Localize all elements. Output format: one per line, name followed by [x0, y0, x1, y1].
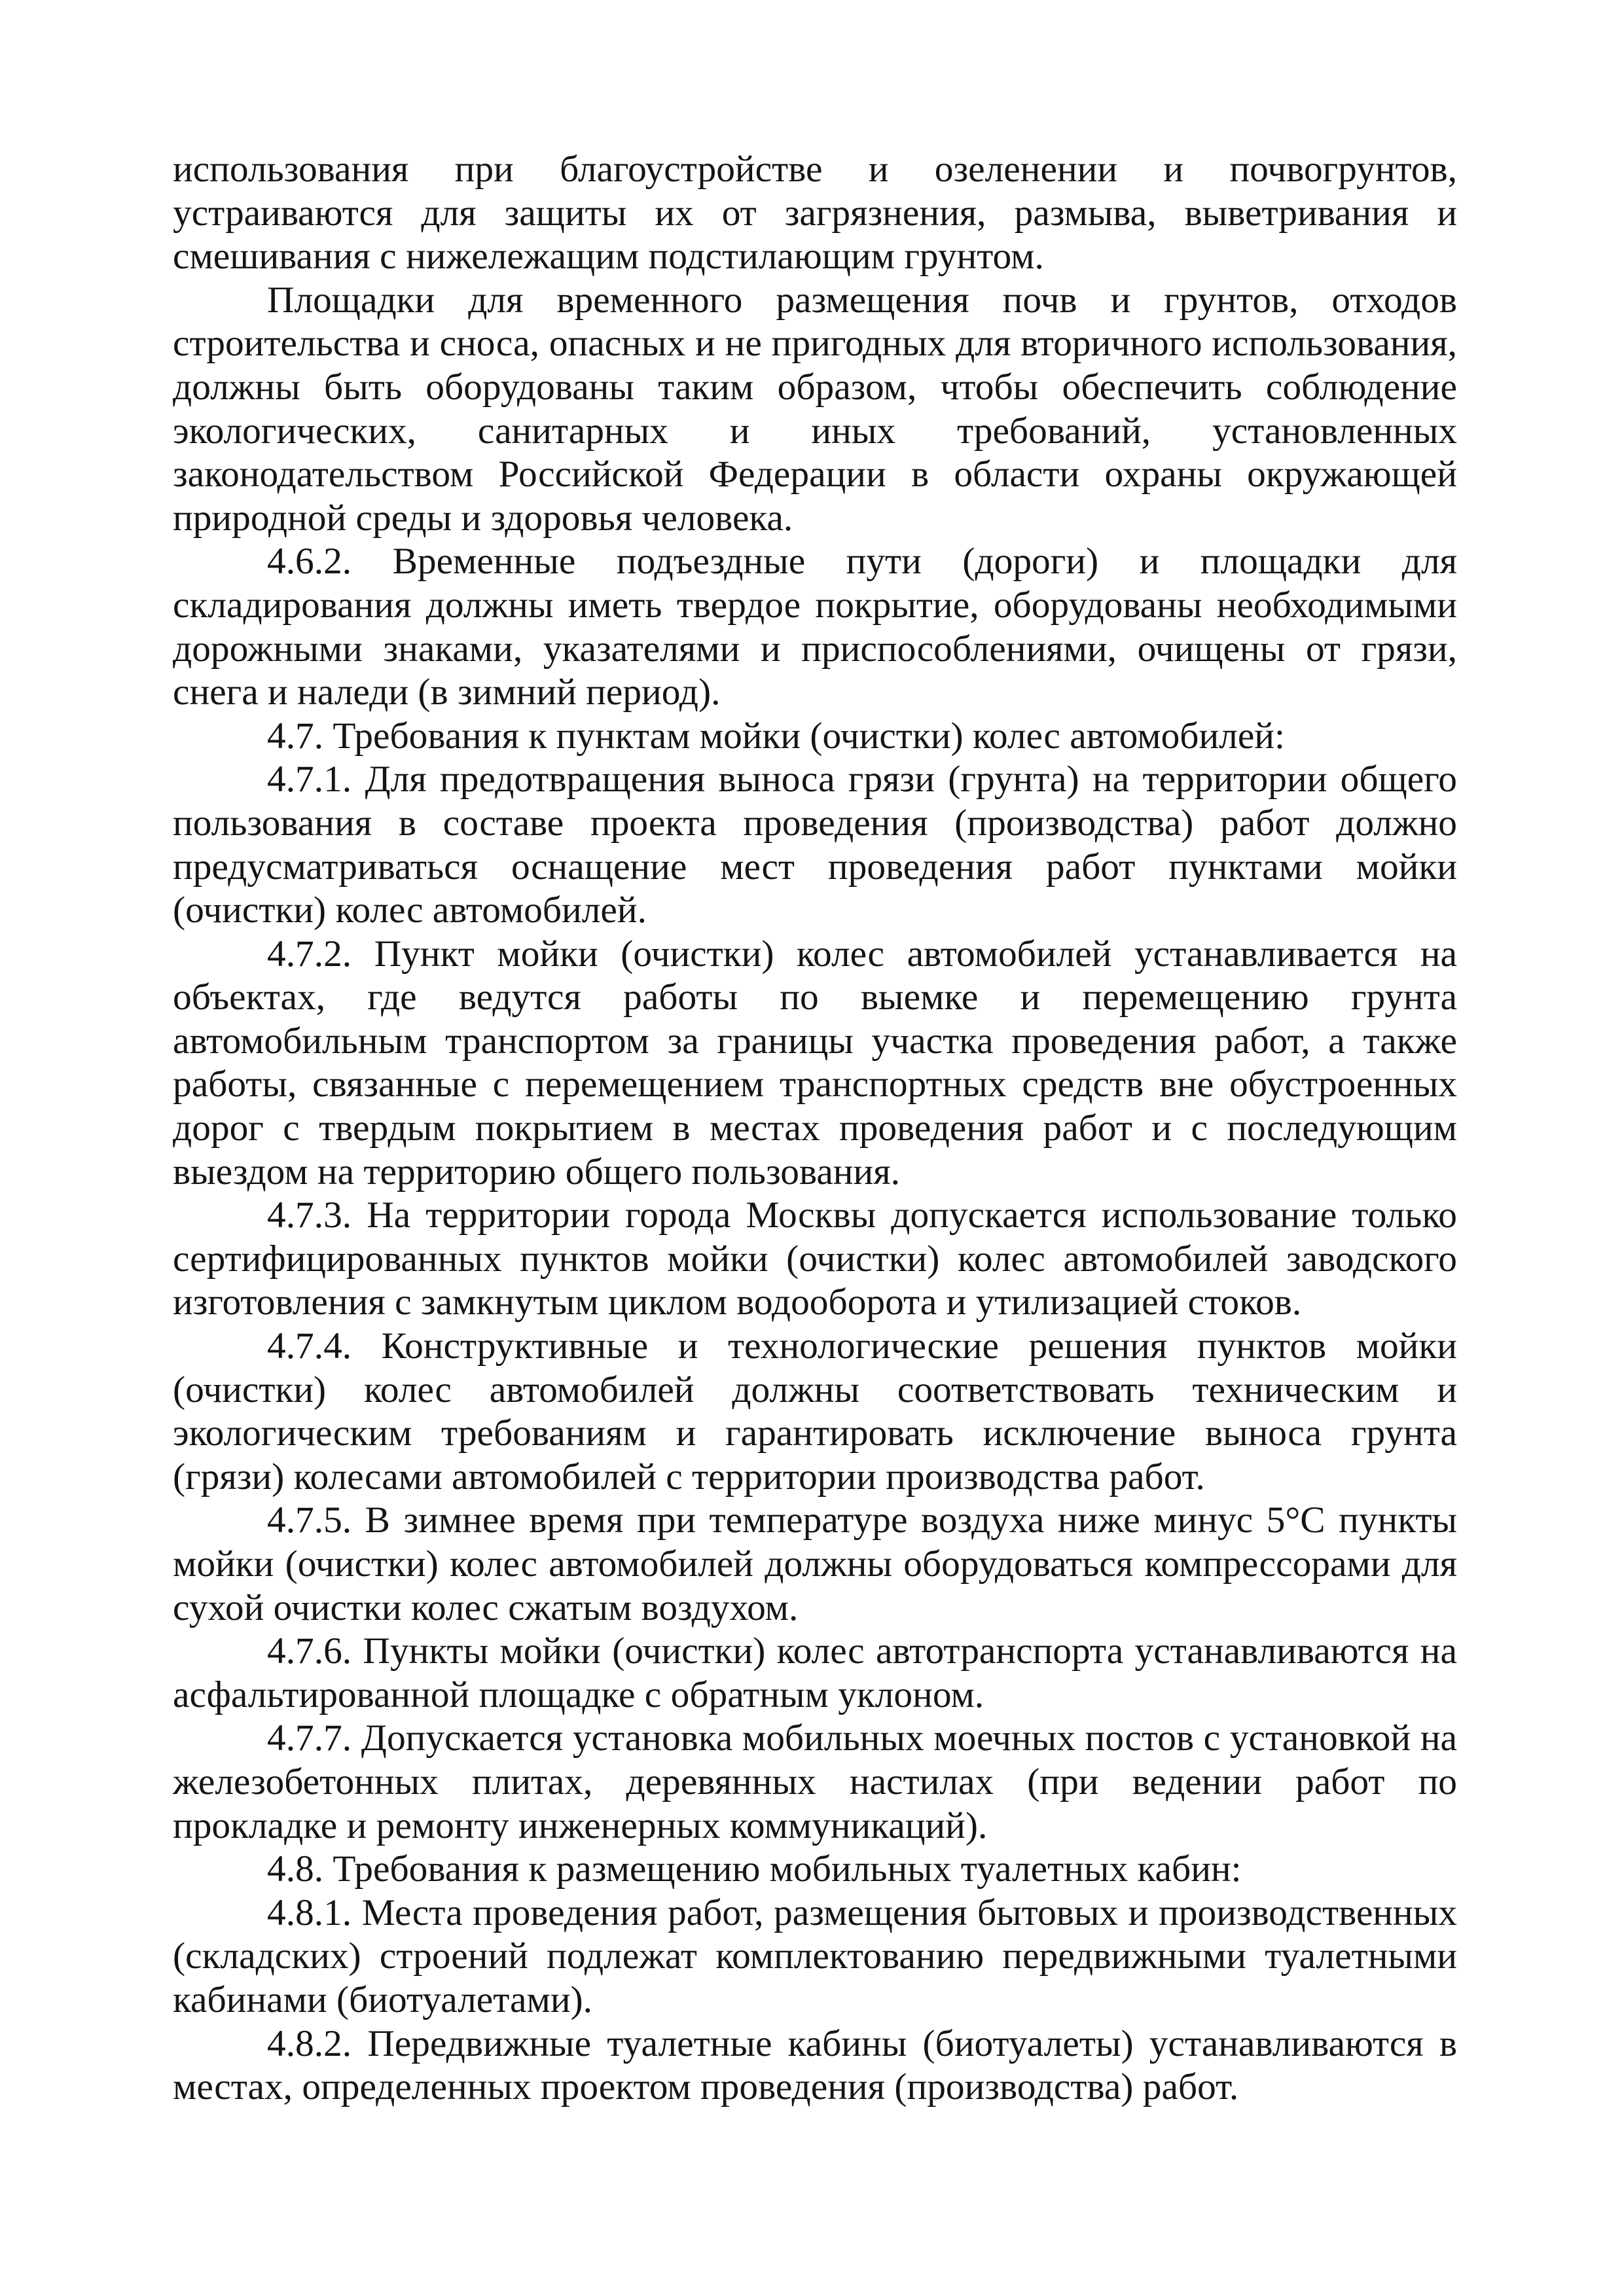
paragraph-4-6-2: 4.6.2. Временные подъездные пути (дороги) и площадки для складирования должны иметь твердое покрытие, оборудованы необходимыми дорожными знаками, указателями и приспособлениями, очищены от грязи, снега и наледи (в зимний период).: [173, 541, 1457, 713]
document-page: [173, 148, 1457, 2109]
paragraph-4-7-heading: 4.7. Требования к пунктам мойки (очистки) колес автомобилей:: [267, 715, 1285, 757]
paragraph-4-8-heading: 4.8. Требования к размещению мобильных туалетных кабин:: [267, 1848, 1242, 1890]
paragraph-4-7-5: 4.7.5. В зимнее время при температуре воздуха ниже минус 5°С пункты мойки (очистки) колес автомобилей должны оборудоваться компрессорами для сухой очистки колес сжатым воздухом.: [173, 1499, 1457, 1628]
paragraph-4-8-2: 4.8.2. Передвижные туалетные кабины (биотуалеты) устанавливаются в местах, определенных проектом проведения (производства) работ.: [173, 2022, 1457, 2108]
paragraph-sites: Площадки для временного размещения почв и грунтов, отходов строительства и сноса, опасных и не пригодных для вторичного использования, должны быть оборудованы таким образом, чтобы обеспечить соблюдение экологических, санитарных и иных требований, установленных законодательством Российской Федерации в области охраны окружающей природной среды и здоровья человека.: [173, 279, 1457, 539]
paragraph-continuation: использования при благоустройстве и озеленении и почвогрунтов, устраиваются для защиты их от загрязнения, размыва, выветривания и смешивания с нижележащим подстилающим грунтом.: [173, 149, 1457, 278]
paragraph-4-7-3: 4.7.3. На территории города Москвы допускается использование только сертифицированных пунктов мойки (очистки) колес автомобилей заводского изготовления с замкнутым циклом водооборота и утилизацией стоков.: [173, 1194, 1457, 1323]
paragraph-4-7-1: 4.7.1. Для предотвращения выноса грязи (грунта) на территории общего пользования в составе проекта проведения (производства) работ должно предусматриваться оснащение мест проведения работ пунктами мойки (очистки) колес автомобилей.: [173, 759, 1457, 931]
paragraph-4-7-4: 4.7.4. Конструктивные и технологические решения пунктов мойки (очистки) колес автомобилей должны соответствовать техническим и экологическим требованиям и гарантировать исключение выноса грунта (грязи) колесами автомобилей с территории производства работ.: [173, 1325, 1457, 1498]
paragraph-4-7-6: 4.7.6. Пункты мойки (очистки) колес автотранспорта устанавливаются на асфальтированной площадке с обратным уклоном.: [173, 1630, 1457, 1715]
paragraph-4-8-1: 4.8.1. Места проведения работ, размещения бытовых и производственных (складских) строений подлежат комплектованию передвижными туалетными кабинами (биотуалетами).: [173, 1892, 1457, 2020]
paragraph-4-7-2: 4.7.2. Пункт мойки (очистки) колес автомобилей устанавливается на объектах, где ведутся работы по выемке и перемещению грунта автомобильным транспортом за границы участка проведения работ, а также работы, связанные с перемещением транспортных средств вне обустроенных дорог с твердым покрытием в местах проведения работ и с последующим выездом на территорию общего пользования.: [173, 933, 1457, 1193]
paragraph-4-7-7: 4.7.7. Допускается установка мобильных моечных постов с установкой на железобетонных плитах, деревянных настилах (при ведении работ по прокладке и ремонту инженерных коммуникаций).: [173, 1717, 1457, 1846]
